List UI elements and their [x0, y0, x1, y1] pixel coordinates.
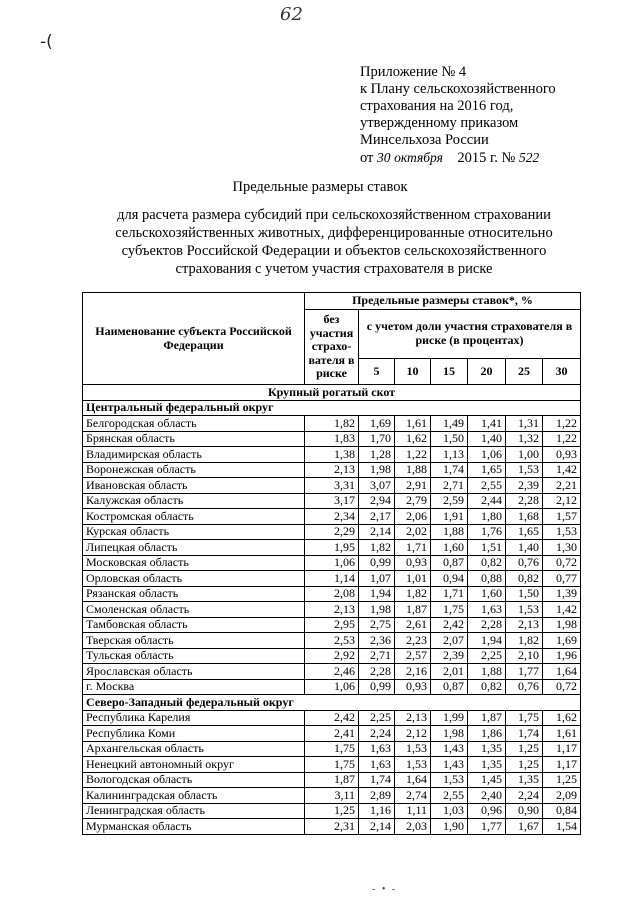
table-row: [83, 586, 581, 602]
rate-cell: 1,87: [468, 710, 506, 726]
rate-cell: 1,22: [395, 447, 431, 463]
rate-cell: 0,77: [543, 571, 581, 587]
table-row: [83, 772, 581, 788]
rate-cell: 1,91: [431, 509, 468, 525]
rate-cell: 1,98: [359, 602, 395, 618]
rate-cell: 0,76: [506, 555, 543, 571]
rate-cell: 1,64: [543, 664, 581, 680]
rate-cell: 1,86: [468, 726, 506, 742]
rate-cell: 1,42: [543, 462, 581, 478]
rate-cell: 2,06: [395, 509, 431, 525]
region-name: Тамбовская область: [83, 617, 305, 633]
rate-cell: 2,24: [359, 726, 395, 742]
rate-cell: 0,82: [506, 571, 543, 587]
page-number: 62: [280, 4, 303, 25]
region-name: Ярославская область: [83, 664, 305, 680]
rate-cell: 1,65: [506, 524, 543, 540]
table-row: [83, 524, 581, 540]
rate-cell: 1,53: [395, 757, 431, 773]
rate-no-participation: 2,95: [305, 617, 359, 633]
rate-cell: 1,75: [506, 710, 543, 726]
rate-cell: 1,82: [506, 633, 543, 649]
rate-no-participation: 2,08: [305, 586, 359, 602]
rate-cell: 1,50: [431, 431, 468, 447]
rate-cell: 1,35: [468, 741, 506, 757]
table-row: [83, 493, 581, 509]
rate-no-participation: 3,31: [305, 478, 359, 494]
table-row: [83, 602, 581, 618]
rate-cell: 1,80: [468, 509, 506, 525]
rate-cell: 0,87: [431, 555, 468, 571]
rate-cell: 1,69: [359, 416, 395, 432]
rate-cell: 2,07: [431, 633, 468, 649]
section-title: Крупный рогатый скот: [83, 385, 581, 401]
region-name: Белгородская область: [83, 416, 305, 432]
rate-cell: 2,23: [395, 633, 431, 649]
percent-column-header: 10: [395, 358, 431, 384]
no-participation-header: без участия страхо-вателя в риске: [305, 310, 359, 385]
table-row: [83, 416, 581, 432]
rate-cell: 1,03: [431, 803, 468, 819]
rate-cell: 1,63: [468, 602, 506, 618]
region-name: Воронежская область: [83, 462, 305, 478]
table-row: [83, 555, 581, 571]
rate-no-participation: 3,11: [305, 788, 359, 804]
table-row: [83, 571, 581, 587]
region-name: Ивановская область: [83, 478, 305, 494]
rate-no-participation: 2,13: [305, 462, 359, 478]
appendix-line: страхования на 2016 год,: [360, 98, 514, 114]
rate-cell: 1,42: [543, 602, 581, 618]
order-number: 522: [519, 150, 540, 165]
region-name: Ненецкий автономный округ: [83, 757, 305, 773]
rate-cell: 2,59: [431, 493, 468, 509]
rate-cell: 1,30: [543, 540, 581, 556]
rate-cell: 1,17: [543, 741, 581, 757]
rate-cell: 2,13: [506, 617, 543, 633]
rate-cell: 1,07: [359, 571, 395, 587]
rate-cell: 1,57: [543, 509, 581, 525]
rate-cell: 1,82: [395, 586, 431, 602]
table-row: [83, 540, 581, 556]
rate-cell: 1,06: [468, 447, 506, 463]
rate-cell: 1,41: [468, 416, 506, 432]
rate-cell: 2,25: [359, 710, 395, 726]
rate-cell: 1,43: [431, 757, 468, 773]
rate-cell: 2,36: [359, 633, 395, 649]
rate-cell: 2,91: [395, 478, 431, 494]
rate-cell: 2,10: [506, 648, 543, 664]
rate-cell: 1,00: [506, 447, 543, 463]
rate-cell: 1,61: [395, 416, 431, 432]
rate-cell: 2,16: [395, 664, 431, 680]
document-subtitle: для расчета размера субсидий при сельскохозяйственном страховании сельскохозяйственных животных, дифференцированные относительно субъектов Российской Федерации и объектов сельскохозяйственного страхования с учетом участия страхователя в риске: [115, 207, 553, 277]
rate-cell: 2,94: [359, 493, 395, 509]
rate-cell: 2,71: [431, 478, 468, 494]
rate-cell: 1,74: [359, 772, 395, 788]
percent-column-header: 20: [468, 358, 506, 384]
rate-no-participation: 1,38: [305, 447, 359, 463]
appendix-line: утвержденному приказом: [360, 115, 519, 131]
percent-column-header: 5: [359, 358, 395, 384]
table-row: [83, 431, 581, 447]
date-prefix: от: [360, 150, 374, 166]
rate-cell: 0,93: [543, 447, 581, 463]
table-row: [83, 726, 581, 742]
rate-cell: 1,53: [543, 524, 581, 540]
region-name: Ленинградская область: [83, 803, 305, 819]
date-year: 2015 г. №: [457, 150, 516, 166]
appendix-line: Приложение № 4: [360, 64, 467, 80]
rate-no-participation: 1,25: [305, 803, 359, 819]
rate-cell: 0,82: [468, 555, 506, 571]
rate-cell: 2,28: [468, 617, 506, 633]
rate-cell: 1,13: [431, 447, 468, 463]
rate-cell: 1,63: [359, 757, 395, 773]
table-row: [83, 648, 581, 664]
rate-cell: 1,88: [395, 462, 431, 478]
rate-no-participation: 1,75: [305, 757, 359, 773]
rate-cell: 1,77: [506, 664, 543, 680]
region-name: Республика Коми: [83, 726, 305, 742]
rate-cell: 1,53: [506, 602, 543, 618]
rate-cell: 1,77: [468, 819, 506, 835]
rate-cell: 1,25: [543, 772, 581, 788]
rate-cell: 0,90: [506, 803, 543, 819]
rate-cell: 1,45: [468, 772, 506, 788]
rate-cell: 1,68: [506, 509, 543, 525]
rate-cell: 1,01: [395, 571, 431, 587]
rate-cell: 1,62: [395, 431, 431, 447]
rate-cell: 2,44: [468, 493, 506, 509]
region-name: Калужская область: [83, 493, 305, 509]
appendix-date-line: [360, 149, 556, 167]
rate-cell: 1,88: [468, 664, 506, 680]
table-row: [83, 462, 581, 478]
corner-mark: -(: [40, 32, 53, 52]
rate-cell: 2,39: [431, 648, 468, 664]
region-name: Московская область: [83, 555, 305, 571]
rate-cell: 1,74: [506, 726, 543, 742]
rate-cell: 2,55: [431, 788, 468, 804]
rate-cell: 2,74: [395, 788, 431, 804]
rate-cell: 1,49: [431, 416, 468, 432]
rate-cell: 1,71: [395, 540, 431, 556]
rate-no-participation: 1,95: [305, 540, 359, 556]
rate-cell: 1,54: [543, 819, 581, 835]
rate-cell: 1,32: [506, 431, 543, 447]
rate-no-participation: 2,41: [305, 726, 359, 742]
rate-cell: 0,72: [543, 679, 581, 695]
rates-header: Предельные размеры ставок*, %: [305, 293, 581, 310]
table-row: [83, 679, 581, 695]
district-heading: Центральный федеральный округ: [83, 400, 581, 416]
rate-cell: 1,40: [468, 431, 506, 447]
rate-cell: 1,17: [543, 757, 581, 773]
rate-cell: 2,89: [359, 788, 395, 804]
rate-cell: 1,90: [431, 819, 468, 835]
table-row: [83, 633, 581, 649]
rate-cell: 1,53: [506, 462, 543, 478]
rate-cell: 1,28: [359, 447, 395, 463]
rate-cell: 2,28: [359, 664, 395, 680]
rate-cell: 2,55: [468, 478, 506, 494]
rate-cell: 1,94: [359, 586, 395, 602]
table-row: [83, 741, 581, 757]
rate-cell: 1,98: [431, 726, 468, 742]
rate-cell: 1,16: [359, 803, 395, 819]
rate-cell: 2,61: [395, 617, 431, 633]
rate-no-participation: 2,29: [305, 524, 359, 540]
rate-cell: 2,17: [359, 509, 395, 525]
table-row: [83, 710, 581, 726]
rate-cell: 3,07: [359, 478, 395, 494]
rate-cell: 2,75: [359, 617, 395, 633]
rate-cell: 1,61: [543, 726, 581, 742]
region-name: Архангельская область: [83, 741, 305, 757]
rate-no-participation: 1,82: [305, 416, 359, 432]
rate-cell: 0,87: [431, 679, 468, 695]
rate-cell: 2,14: [359, 524, 395, 540]
rate-cell: 0,84: [543, 803, 581, 819]
region-name: Костромская область: [83, 509, 305, 525]
rate-cell: 2,39: [506, 478, 543, 494]
rate-cell: 2,21: [543, 478, 581, 494]
share-participation-header: с учетом доли участия страхователя в риске (в процентах): [359, 310, 581, 359]
rate-cell: 1,63: [359, 741, 395, 757]
rate-cell: 1,22: [543, 431, 581, 447]
rate-cell: 1,64: [395, 772, 431, 788]
percent-column-header: 15: [431, 358, 468, 384]
rate-cell: 1,69: [543, 633, 581, 649]
region-name: Мурманская область: [83, 819, 305, 835]
percent-column-header: 30: [543, 358, 581, 384]
percent-column-header: 25: [506, 358, 543, 384]
appendix-header: [360, 64, 556, 167]
rate-cell: 2,12: [395, 726, 431, 742]
rates-table: [82, 292, 581, 835]
rate-cell: 0,99: [359, 555, 395, 571]
rate-cell: 0,88: [468, 571, 506, 587]
rate-cell: 1,35: [506, 772, 543, 788]
rate-no-participation: 2,13: [305, 602, 359, 618]
rate-cell: 1,74: [431, 462, 468, 478]
appendix-line: Минсельхоза России: [360, 132, 489, 148]
rate-no-participation: 1,83: [305, 431, 359, 447]
rate-cell: 2,57: [395, 648, 431, 664]
region-name: Тверская область: [83, 633, 305, 649]
rate-cell: 1,22: [543, 416, 581, 432]
rate-cell: 0,96: [468, 803, 506, 819]
rate-no-participation: 2,31: [305, 819, 359, 835]
table-row: [83, 803, 581, 819]
rate-cell: 1,11: [395, 803, 431, 819]
rate-cell: 0,99: [359, 679, 395, 695]
rate-cell: 1,76: [468, 524, 506, 540]
rate-cell: 1,25: [506, 757, 543, 773]
rate-cell: 1,60: [431, 540, 468, 556]
rate-cell: 1,53: [395, 741, 431, 757]
rate-no-participation: 1,87: [305, 772, 359, 788]
rate-cell: 0,94: [431, 571, 468, 587]
table-row: [83, 819, 581, 835]
rate-cell: 1,70: [359, 431, 395, 447]
rate-cell: 1,31: [506, 416, 543, 432]
rate-cell: 1,40: [506, 540, 543, 556]
region-name: г. Москва: [83, 679, 305, 695]
rate-cell: 1,88: [431, 524, 468, 540]
rate-cell: 1,60: [468, 586, 506, 602]
rate-cell: 1,75: [431, 602, 468, 618]
rate-cell: 2,03: [395, 819, 431, 835]
rate-cell: 2,40: [468, 788, 506, 804]
rate-cell: 1,35: [468, 757, 506, 773]
rate-cell: 1,96: [543, 648, 581, 664]
rate-cell: 1,67: [506, 819, 543, 835]
rate-cell: 0,93: [395, 555, 431, 571]
rate-cell: 2,25: [468, 648, 506, 664]
rate-cell: 2,02: [395, 524, 431, 540]
rate-cell: 1,71: [431, 586, 468, 602]
rate-cell: 2,13: [395, 710, 431, 726]
document-title: Предельные размеры ставок: [232, 179, 408, 195]
rate-cell: 2,09: [543, 788, 581, 804]
region-name: Калининградская область: [83, 788, 305, 804]
rate-no-participation: 3,17: [305, 493, 359, 509]
table-row: [83, 447, 581, 463]
rate-cell: 1,99: [431, 710, 468, 726]
rate-cell: 0,72: [543, 555, 581, 571]
rate-no-participation: 1,06: [305, 555, 359, 571]
region-column-header: Наименование субъекта Российской Федерации: [83, 293, 305, 385]
rate-no-participation: 1,14: [305, 571, 359, 587]
rate-cell: 2,42: [431, 617, 468, 633]
rate-cell: 1,98: [543, 617, 581, 633]
region-name: Липецкая область: [83, 540, 305, 556]
rate-cell: 0,76: [506, 679, 543, 695]
rate-no-participation: 1,75: [305, 741, 359, 757]
table-row: [83, 788, 581, 804]
table-row: [83, 757, 581, 773]
rate-cell: 1,94: [468, 633, 506, 649]
rate-cell: 1,98: [359, 462, 395, 478]
rate-cell: 1,43: [431, 741, 468, 757]
district-heading: Северо-Западный федеральный округ: [83, 695, 581, 711]
region-name: Вологодская область: [83, 772, 305, 788]
rate-cell: 2,71: [359, 648, 395, 664]
region-name: Владимирская область: [83, 447, 305, 463]
region-name: Смоленская область: [83, 602, 305, 618]
region-name: Курская область: [83, 524, 305, 540]
rate-cell: 1,62: [543, 710, 581, 726]
rate-cell: 0,93: [395, 679, 431, 695]
rate-cell: 2,28: [506, 493, 543, 509]
rate-cell: 1,53: [431, 772, 468, 788]
bottom-mark: - • -: [372, 884, 398, 895]
table-row: [83, 664, 581, 680]
date-day: 30: [377, 150, 391, 165]
rate-cell: 1,25: [506, 741, 543, 757]
rate-cell: 1,87: [395, 602, 431, 618]
rate-cell: 2,79: [395, 493, 431, 509]
rate-cell: 2,01: [431, 664, 468, 680]
region-name: Республика Карелия: [83, 710, 305, 726]
region-name: Рязанская область: [83, 586, 305, 602]
appendix-line: к Плану сельскохозяйственного: [360, 81, 556, 97]
rate-no-participation: 2,53: [305, 633, 359, 649]
rate-no-participation: 2,34: [305, 509, 359, 525]
rate-no-participation: 1,06: [305, 679, 359, 695]
rate-cell: 1,39: [543, 586, 581, 602]
rate-no-participation: 2,42: [305, 710, 359, 726]
rate-cell: 2,12: [543, 493, 581, 509]
region-name: Тульская область: [83, 648, 305, 664]
rate-cell: 1,65: [468, 462, 506, 478]
rate-no-participation: 2,46: [305, 664, 359, 680]
region-name: Брянская область: [83, 431, 305, 447]
rate-cell: 2,14: [359, 819, 395, 835]
rate-cell: 1,50: [506, 586, 543, 602]
rate-cell: 0,82: [468, 679, 506, 695]
table-row: [83, 478, 581, 494]
table-row: [83, 509, 581, 525]
region-name: Орловская область: [83, 571, 305, 587]
rate-cell: 1,51: [468, 540, 506, 556]
table-row: [83, 617, 581, 633]
rate-cell: 2,24: [506, 788, 543, 804]
rate-cell: 1,82: [359, 540, 395, 556]
date-month: октября: [394, 150, 443, 165]
rate-no-participation: 2,92: [305, 648, 359, 664]
